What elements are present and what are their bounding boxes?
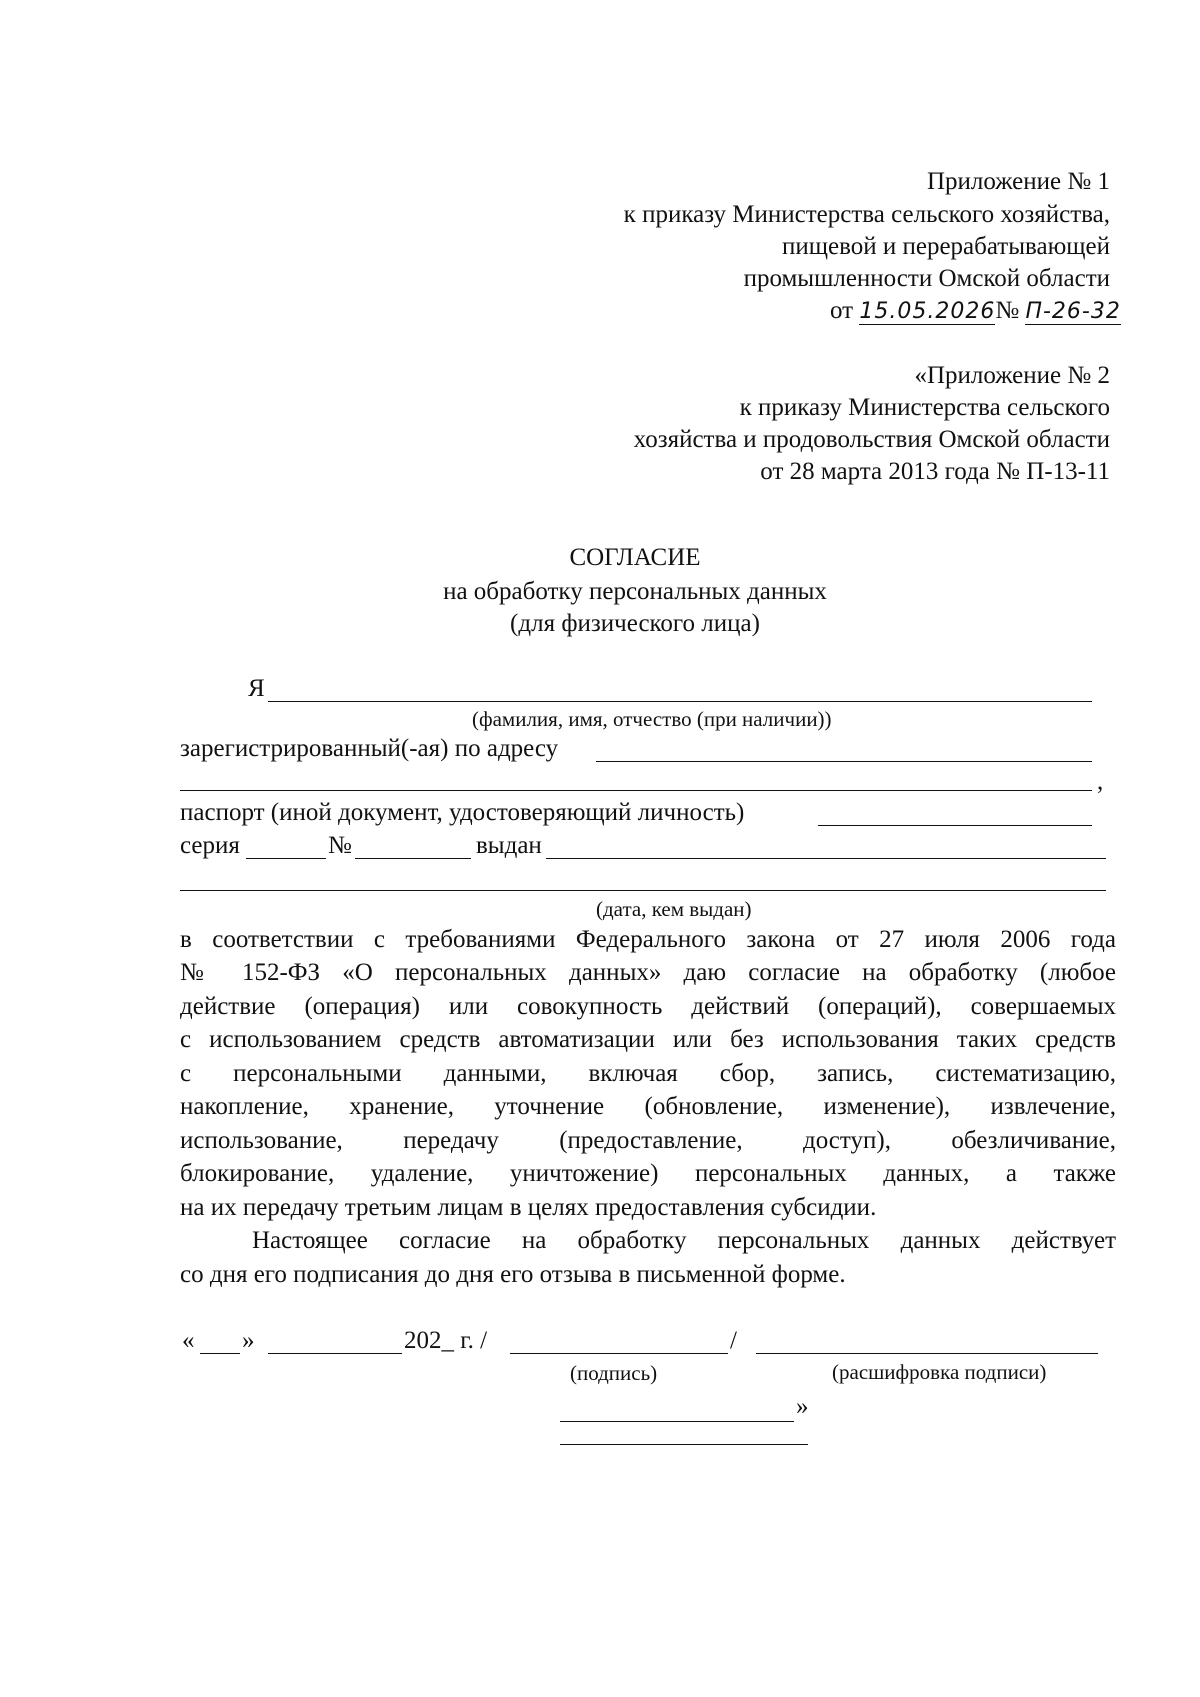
signature-hint: (подпись)	[570, 1361, 658, 1385]
document-subtitle-2: (для физического лица)	[510, 610, 760, 637]
decode-field-line[interactable]	[756, 1325, 1098, 1354]
body-line-4: с использованием средств автоматизации или без использования таких средств	[180, 1026, 1116, 1053]
appendix1-date-line	[830, 295, 1121, 328]
name-hint: (фамилия, имя, отчество (при наличии))	[472, 707, 832, 731]
appendix1-line3: пищевой и перерабатывающей	[781, 233, 1110, 260]
appendix2-line2: к приказу Министерства сельского	[739, 394, 1110, 421]
from-prefix: от	[830, 297, 854, 324]
appendix2-line1: «Приложение № 2	[914, 362, 1110, 389]
series-label: серия	[180, 832, 240, 859]
appendix1-line1: Приложение № 1	[926, 168, 1110, 195]
passport-field-line[interactable]	[818, 797, 1092, 826]
year-label: 202_ г. /	[404, 1327, 488, 1354]
signature-slash: /	[730, 1327, 737, 1354]
document-subtitle: на обработку персональных данных	[443, 578, 827, 605]
number-label: №	[328, 832, 352, 859]
address-label: зарегистрированный(-ая) по адресу	[180, 735, 559, 762]
handwritten-number: П-26-32	[1025, 299, 1121, 324]
appendix1-line4: промышленности Омской области	[743, 265, 1110, 292]
series-field-line[interactable]	[246, 830, 326, 859]
document-title: СОГЛАСИЕ	[569, 544, 701, 571]
address-field-line[interactable]	[596, 733, 1092, 762]
passport-label: паспорт (иной документ, удостоверяющий личность)	[180, 799, 745, 826]
address-comma: ,	[1097, 768, 1104, 795]
closing-quote: »	[796, 1393, 809, 1420]
body-line-8: блокирование, удаление, уничтожение) персональных данных, а также	[180, 1160, 1116, 1187]
signature-field-line[interactable]	[510, 1325, 728, 1354]
decode-hint: (расшифровка подписи)	[832, 1360, 1047, 1384]
number-sign: №	[995, 297, 1020, 324]
month-field-line[interactable]	[268, 1325, 402, 1354]
appendix2-line4: от 28 марта 2013 года № П-13-11	[760, 458, 1110, 485]
name-field-line[interactable]	[268, 673, 1092, 702]
number-field-line[interactable]	[355, 830, 471, 859]
quote-close: »	[242, 1327, 255, 1354]
day-field-line[interactable]	[200, 1325, 240, 1354]
body-line-1: в соответствии с требованиями Федерального закона от 27 июля 2006 года	[180, 926, 1116, 953]
body-line-9: на их передачу третьим лицам в целях предоставления субсидии.	[180, 1194, 877, 1221]
issued-hint: (дата, кем выдан)	[596, 897, 752, 921]
appendix2-line3: хозяйства и продовольствия Омской области	[633, 426, 1110, 453]
closing-line-2	[560, 1416, 808, 1445]
issued-field-line-2[interactable]	[180, 862, 1106, 891]
body-line-3: действие (операция) или совокупность действий (операций), совершаемых	[180, 993, 1116, 1020]
issued-field-line[interactable]	[546, 830, 1106, 859]
address-field-line-2[interactable]	[180, 762, 1092, 791]
body-p2-line-2: со дня его подписания до дня его отзыва в письменной форме.	[180, 1261, 846, 1288]
quote-open: «	[182, 1327, 195, 1354]
body-line-2: № 152-ФЗ «О персональных данных» даю согласие на обработку (любое	[180, 959, 1116, 986]
handwritten-date: 15.05.2026	[859, 299, 996, 324]
body-line-7: использование, передачу (предоставление, доступ), обезличивание,	[180, 1127, 1116, 1154]
issued-label: выдан	[476, 832, 542, 859]
appendix1-line2: к приказу Министерства сельского хозяйства,	[623, 201, 1110, 228]
body-line-5: с персональными данными, включая сбор, запись, систематизацию,	[180, 1060, 1116, 1087]
body-p2-line-1: Настоящее согласие на обработку персональных данных действует	[252, 1227, 1116, 1254]
body-line-6: накопление, хранение, уточнение (обновление, изменение), извлечение,	[180, 1093, 1116, 1120]
i-label: Я	[248, 675, 265, 702]
